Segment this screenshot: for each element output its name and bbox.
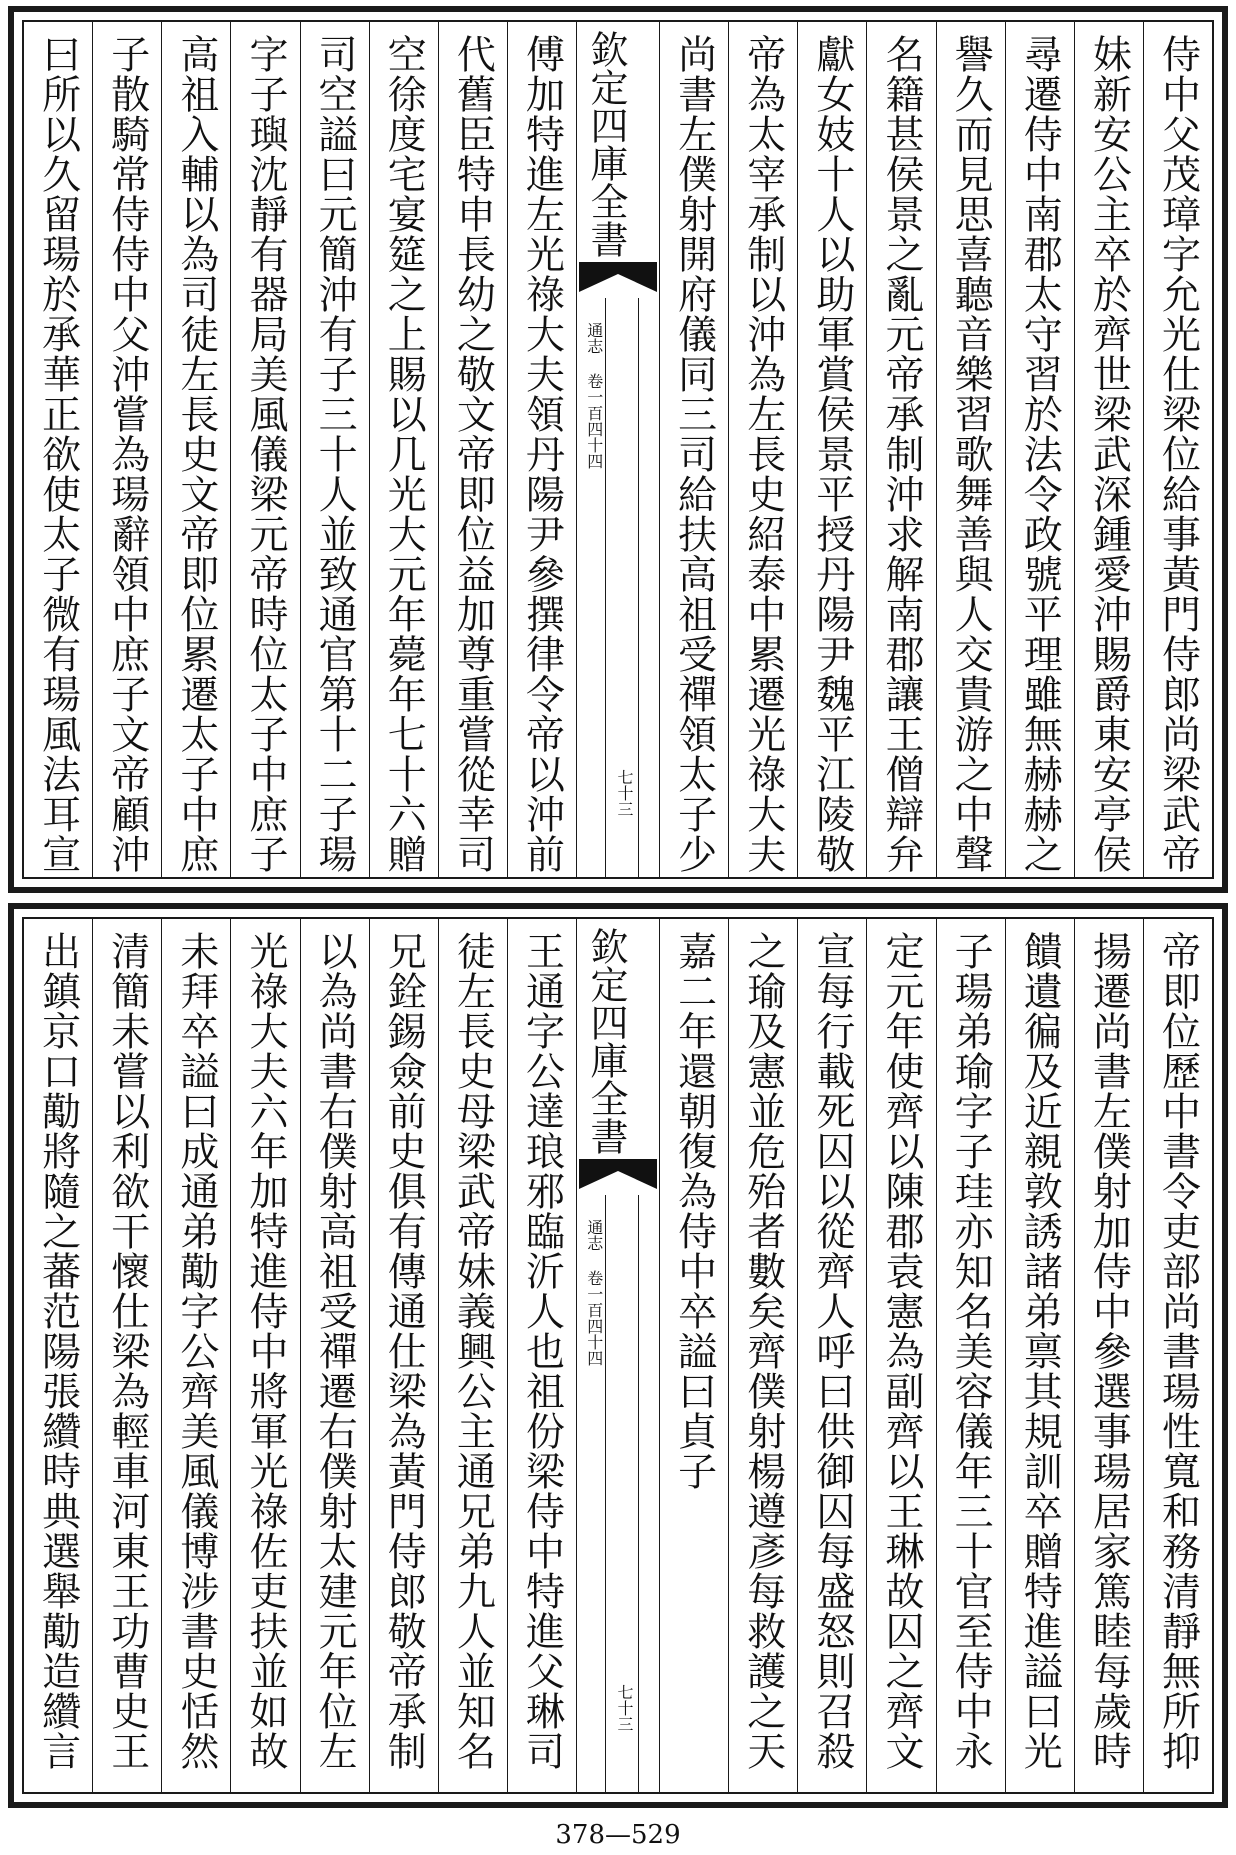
top-page-frame	[22, 20, 1214, 879]
book-title: 欽定四庫全書	[584, 927, 628, 1155]
fold-center-column	[576, 919, 659, 1792]
fold-center-column	[576, 22, 659, 877]
center-rule	[638, 1195, 639, 1792]
text-column: 子散騎常侍侍中父沖嘗為瑒辭領中庶子文帝顧沖	[92, 22, 161, 877]
text-column: 妹新安公主卒於齊世梁武深鍾愛沖賜爵東安亭侯	[1074, 22, 1143, 877]
folio-number: 七十三	[615, 769, 634, 817]
center-rule	[605, 298, 606, 877]
text-column: 光祿大夫六年加特進侍中將軍光祿佐吏扶並如故	[230, 919, 299, 1792]
text-column: 揚遷尚書左僕射加侍中參選事瑒居家篤睦每歲時	[1074, 919, 1143, 1792]
text-column: 字子璵沈靜有器局美風儀梁元帝時位太子中庶子	[230, 22, 299, 877]
text-column: 饋遺徧及近親敦誘諸弟禀其規訓卒贈特進謚曰光	[1005, 919, 1074, 1792]
text-column: 兄銓錫僉前史俱有傳通仕梁為黃門侍郎敬帝承制	[369, 919, 438, 1792]
text-column: 帝為太宰承制以沖為左長史紹泰中累遷光祿大夫	[728, 22, 797, 877]
top-page-panel	[8, 6, 1228, 893]
text-column: 之瑜及憲並危殆者數矣齊僕射楊遵彥每救護之天	[728, 919, 797, 1792]
text-column: 代舊臣特申長幼之敬文帝即位益加尊重嘗從幸司	[438, 22, 507, 877]
text-column: 獻女妓十人以助軍賞侯景平授丹陽尹魏平江陵敬	[797, 22, 866, 877]
text-column: 帝即位歷中書令吏部尚書瑒性寬和務清靜無所抑	[1143, 919, 1212, 1792]
text-column: 司空謚曰元簡沖有子三十人並致通官第十二子瑒	[300, 22, 369, 877]
text-column: 定元年使齊以陳郡袁憲為副齊以王琳故囚之齊文	[866, 919, 935, 1792]
page-number-footer: 378—529	[555, 1820, 681, 1850]
bottom-text-columns	[24, 919, 1212, 1792]
center-rule	[638, 298, 639, 877]
bottom-page-panel	[8, 903, 1228, 1808]
text-column: 曰所以久留瑒於承華正欲使太子微有瑒風法耳宣	[35, 34, 81, 874]
text-column: 王通字公達琅邪臨沂人也祖份梁侍中特進父琳司	[507, 919, 576, 1792]
text-column: 未拜卒謚曰成通弟勱字公齊美風儀博涉書史恬然	[161, 919, 230, 1792]
text-column: 以為尚書右僕射高祖受禪遷右僕射太建元年位左	[300, 919, 369, 1792]
text-column: 侍中父茂璋字允光仕梁位給事黃門侍郎尚梁武帝	[1143, 22, 1212, 877]
bottom-page-frame	[22, 917, 1214, 1794]
text-column: 清簡未嘗以利欲干懷仕梁為輕車河東王功曹史王	[92, 919, 161, 1792]
text-column: 高祖入輔以為司徒左長史文帝即位累遷太子中庶	[161, 22, 230, 877]
text-column: 出鎮京口勱將隨之蕃范陽張纘時典選舉勱造纘言	[35, 931, 81, 1771]
text-column: 空徐度宅宴筵之上賜以几光大元年薨年七十六贈	[369, 22, 438, 877]
top-text-columns	[24, 22, 1212, 877]
text-column: 名籍甚侯景之亂元帝承制沖求解南郡讓王僧辯弁	[866, 22, 935, 877]
text-column: 嘉二年還朝復為侍中卒謚曰貞子	[659, 919, 728, 1792]
text-column: 譽久而見思喜聽音樂習歌舞善與人交貴游之中聲	[936, 22, 1005, 877]
text-column: 子瑒弟瑜字子珪亦知名美容儀年三十官至侍中永	[936, 919, 1005, 1792]
center-rule	[605, 1195, 606, 1792]
text-column: 尚書左僕射開府儀同三司給扶高祖受禪領太子少	[659, 22, 728, 877]
text-column: 宣每行載死囚以從齊人呼曰供御囚每盛怒則召殺	[797, 919, 866, 1792]
book-title: 欽定四庫全書	[584, 30, 628, 258]
text-column: 徒左長史母梁武帝妹義興公主通兄弟九人並知名	[438, 919, 507, 1792]
fishtail-mark	[579, 262, 657, 292]
fishtail-mark	[579, 1159, 657, 1189]
text-column: 傅加特進左光祿大夫領丹陽尹參撰律令帝以沖前	[507, 22, 576, 877]
folio-number: 七十三	[615, 1684, 634, 1732]
text-column: 尋遷侍中南郡太守習於法令政號平理雖無赫赫之	[1005, 22, 1074, 877]
volume-label: 通志 卷一百四十四	[584, 1219, 604, 1366]
volume-label: 通志 卷一百四十四	[584, 322, 604, 469]
